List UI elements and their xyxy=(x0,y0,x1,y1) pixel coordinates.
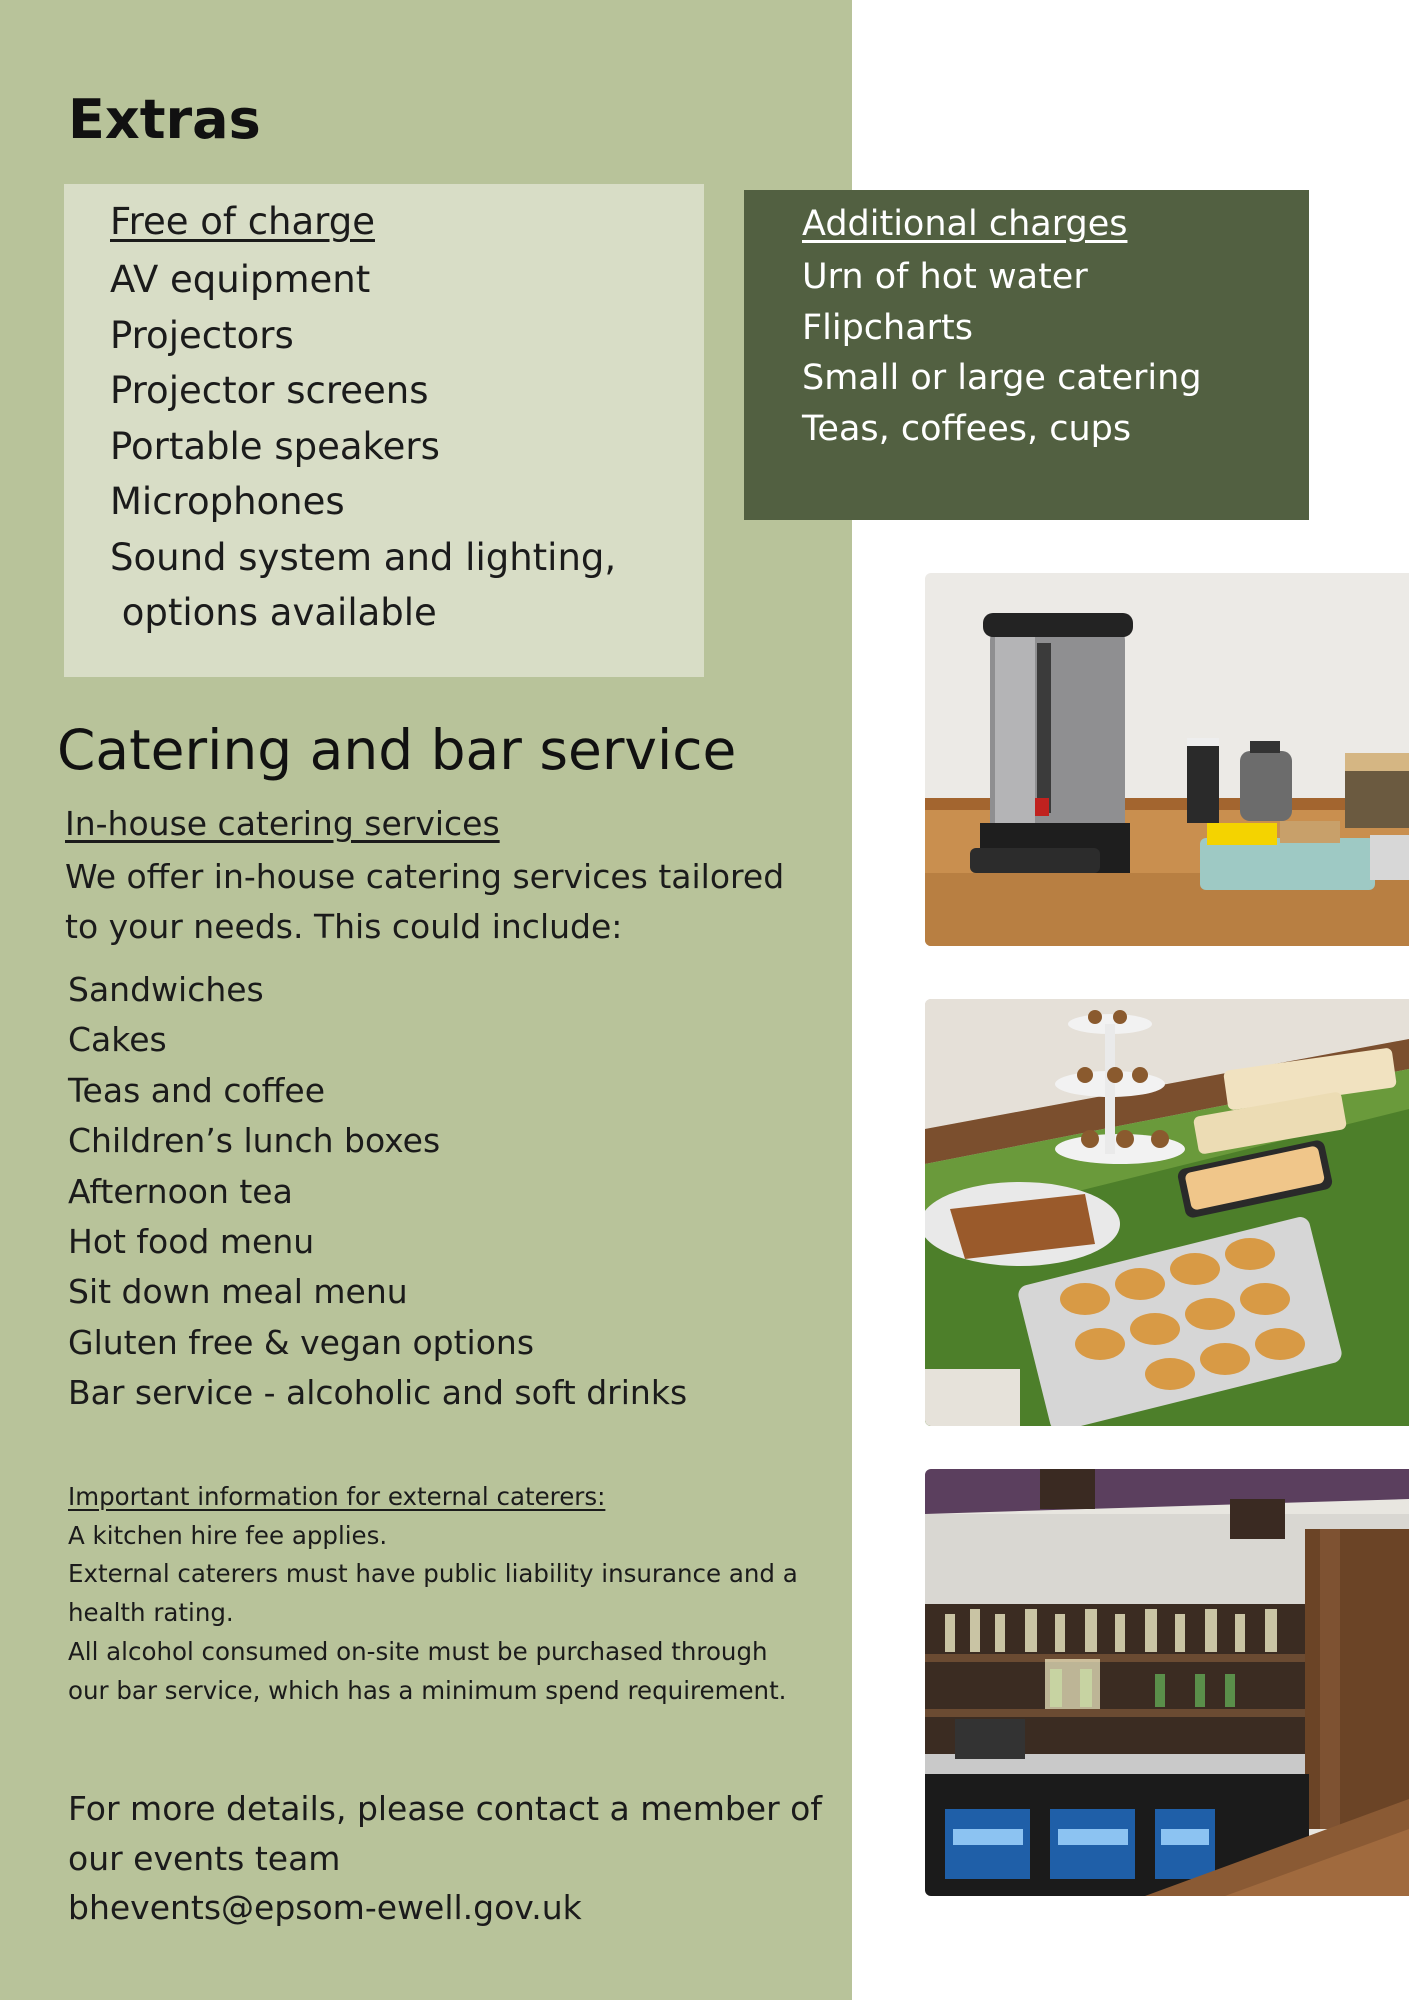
urn-and-tea-station-photo xyxy=(925,573,1409,946)
menu-item: Hot food menu xyxy=(68,1222,315,1262)
free-item: Sound system and lighting, xyxy=(110,535,617,579)
info-line: A kitchen hire fee applies. xyxy=(68,1520,388,1550)
external-caterers-title: Important information for external caterers: xyxy=(68,1482,606,1511)
charges-items-list xyxy=(802,252,1202,454)
free-of-charge-box xyxy=(64,184,704,677)
charge-item: Small or large catering xyxy=(802,358,1202,398)
menu-item: Children’s lunch boxes xyxy=(68,1121,441,1161)
buffet-food-table-photo xyxy=(925,999,1409,1426)
charge-item: Urn of hot water xyxy=(802,257,1088,297)
free-of-charge-title: Free of charge xyxy=(110,200,375,243)
contact-section xyxy=(68,1784,828,1933)
external-caterers-info xyxy=(68,1478,808,1710)
info-line: External caterers must have public liability insurance and a health rating. xyxy=(68,1559,798,1628)
charge-item: Teas, coffees, cups xyxy=(802,408,1132,449)
menu-item: Cakes xyxy=(68,1020,167,1060)
contact-email[interactable]: bhevents@epsom-ewell.gov.uk xyxy=(68,1888,582,1927)
info-line: All alcohol consumed on-site must be purchased through our bar service, which has a minimum spend requirement. xyxy=(68,1636,787,1705)
free-items-list xyxy=(110,252,680,641)
menu-item: Bar service - alcoholic and soft drinks xyxy=(68,1373,688,1413)
menu-item: Sandwiches xyxy=(68,970,264,1009)
menu-item: Teas and coffee xyxy=(68,1070,326,1110)
menu-item: Sit down meal menu xyxy=(68,1272,408,1312)
bar-counter-photo xyxy=(925,1469,1409,1896)
charge-item: Flipcharts xyxy=(802,307,974,348)
free-item: Projector screens xyxy=(110,369,429,412)
free-item: options available xyxy=(110,591,437,634)
free-item: Microphones xyxy=(110,480,345,523)
catering-menu-list xyxy=(68,965,687,1419)
free-item: Projectors xyxy=(110,313,294,357)
additional-charges-title: Additional charges xyxy=(802,204,1128,244)
menu-item: Afternoon tea xyxy=(68,1171,293,1211)
catering-heading: Catering and bar service xyxy=(57,718,737,782)
inhouse-catering-title: In-house catering services xyxy=(65,804,500,843)
contact-text: For more details, please contact a member of our events team xyxy=(68,1789,822,1878)
free-item: Portable speakers xyxy=(110,424,440,468)
extras-heading: Extras xyxy=(68,88,261,151)
free-item: AV equipment xyxy=(110,258,371,301)
inhouse-catering-description: We offer in-house catering services tailored to your needs. This could include: xyxy=(65,857,785,946)
menu-item: Gluten free & vegan options xyxy=(68,1322,535,1362)
additional-charges-box xyxy=(744,190,1309,520)
